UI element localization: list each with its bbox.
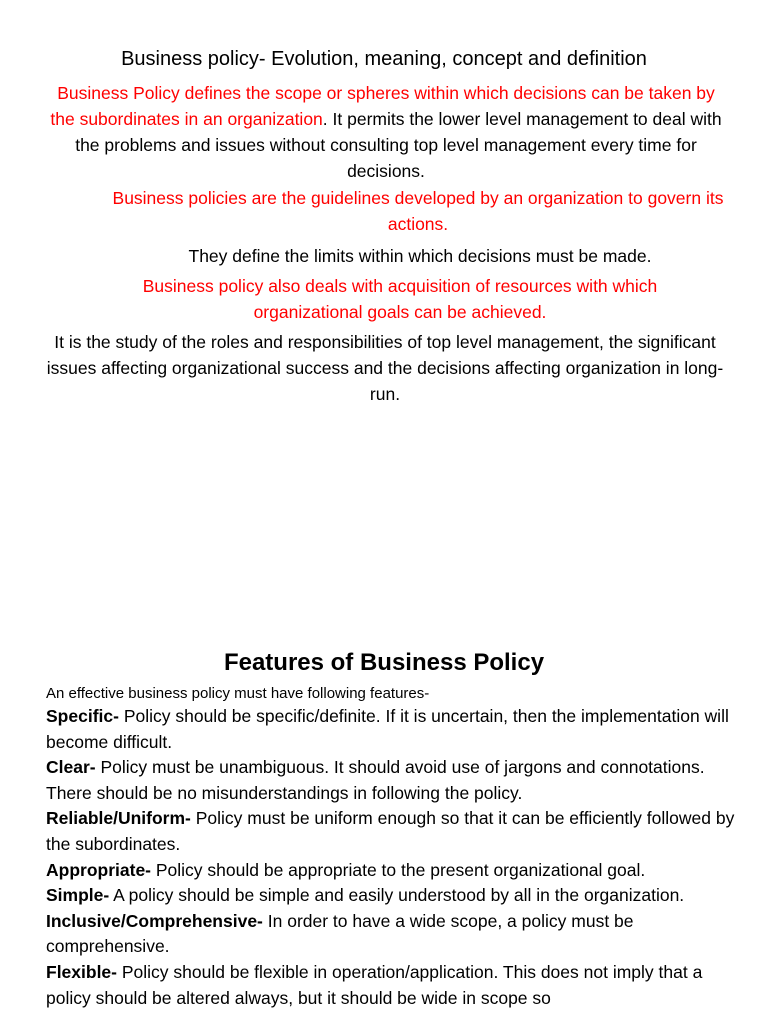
feature-term: Simple-	[46, 885, 110, 906]
feature-item	[46, 858, 736, 884]
paragraph-resources	[90, 273, 710, 325]
feature-text: Policy must be uniform enough so that it can be efficiently followed by the subordinates.	[46, 808, 735, 854]
feature-text: In order to have a wide scope, a policy must be comprehensive.	[46, 910, 634, 957]
feature-term: Clear-	[46, 757, 96, 778]
feature-term: Flexible-	[46, 961, 117, 982]
feature-item	[46, 960, 736, 1011]
features-heading: Features of Business Policy	[223, 649, 545, 676]
feature-item	[46, 909, 736, 960]
feature-item	[46, 755, 736, 806]
paragraph-scope	[50, 80, 722, 184]
feature-term: Inclusive/Comprehensive-	[46, 910, 263, 931]
paragraph-black-text: . It permits the lower level management to deal with the problems and issues without consulting top level management every time for decisions.	[75, 109, 722, 181]
feature-text: Policy must be unambiguous. It should avoid use of jargons and connotations. There should be no misunderstandings in following the policy.	[46, 757, 705, 803]
feature-text: Policy should be flexible in operation/application. This does not imply that a policy should be altered always, but it should be wide in scope so	[46, 961, 703, 1008]
features-list	[46, 704, 736, 1011]
feature-term: Reliable/Uniform-	[46, 808, 191, 829]
paragraph-red-text: Business policies are the guidelines developed by an organization to govern its actions.	[112, 188, 724, 234]
feature-term: Appropriate-	[46, 859, 151, 880]
feature-text: Policy should be specific/definite. If it is uncertain, then the implementation will become difficult.	[46, 706, 729, 752]
paragraph-limits	[120, 243, 720, 269]
page-title: Business policy- Evolution, meaning, concept and definition	[121, 48, 647, 70]
paragraph-red-text: Business Policy defines the scope or spheres within which decisions can be taken by the subordinates in an organization	[50, 83, 715, 129]
feature-text: Policy should be appropriate to the present organizational goal.	[151, 859, 646, 880]
paragraph-black-text: It is the study of the roles and responsibilities of top level management, the significant issues affecting organizational success and the decisions affecting organization in long-run.	[46, 332, 724, 404]
feature-term: Specific-	[46, 706, 119, 726]
feature-item	[46, 883, 736, 909]
paragraph-study	[40, 329, 730, 407]
feature-item	[46, 806, 736, 857]
paragraph-guidelines	[100, 185, 736, 237]
feature-item	[46, 704, 736, 755]
features-intro: An effective business policy must have following features-	[46, 685, 430, 702]
paragraph-red-text: Business policy also deals with acquisition of resources with which organizational goals can be achieved.	[142, 276, 658, 322]
paragraph-black-text: They define the limits within which decisions must be made.	[188, 246, 652, 266]
feature-text: A policy should be simple and easily understood by all in the organization.	[109, 885, 685, 906]
